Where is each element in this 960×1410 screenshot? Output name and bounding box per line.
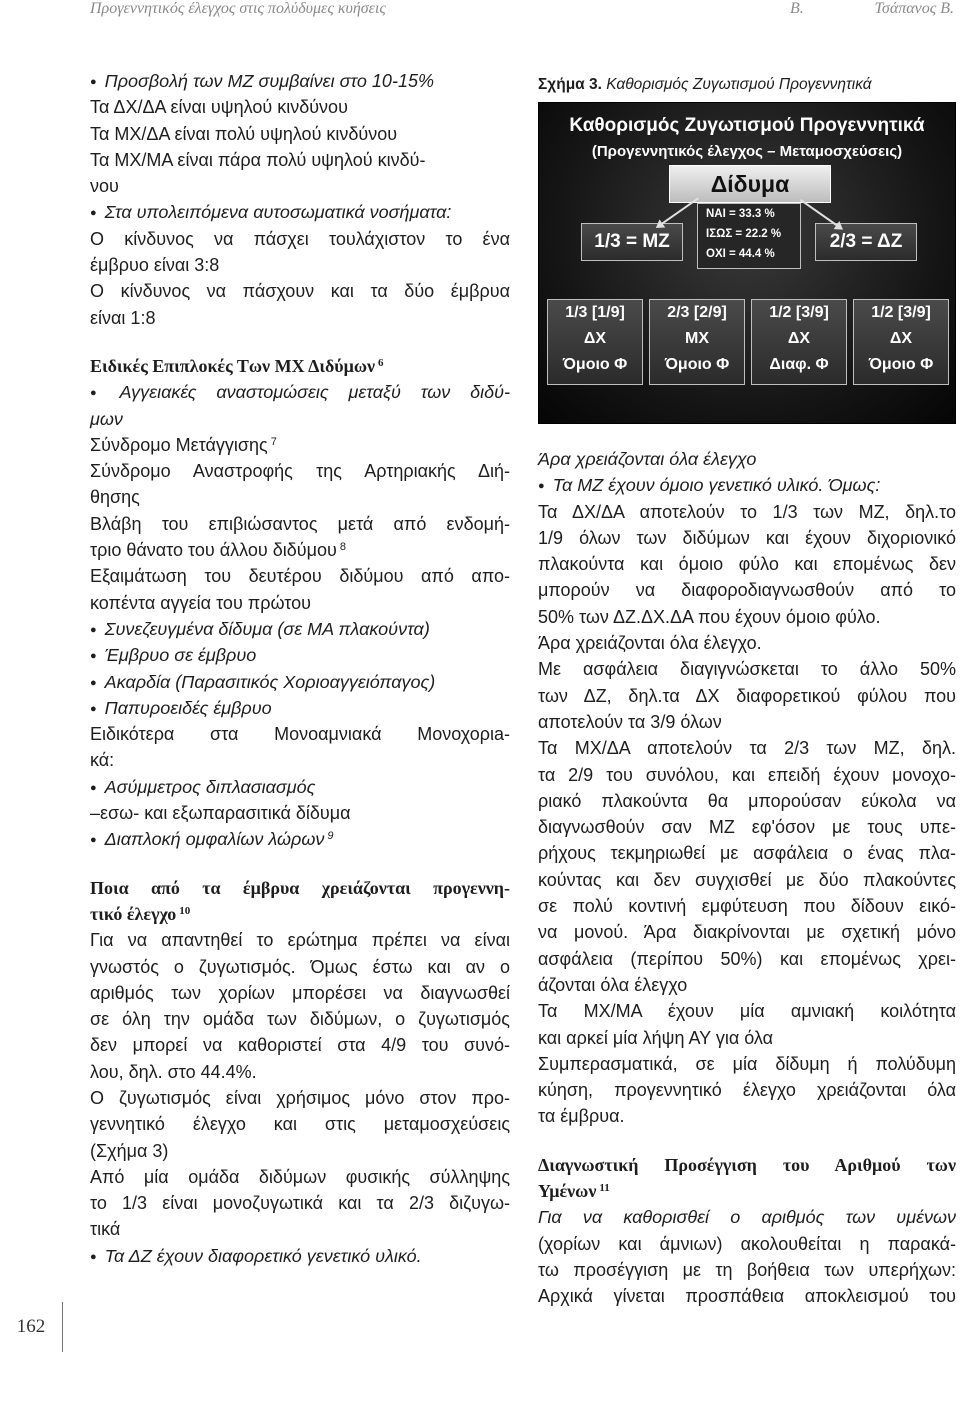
- reference-number: 8: [339, 541, 346, 554]
- text-line: [90, 68, 510, 94]
- text-line: [538, 840, 956, 866]
- text-line-content: σε όλη την ομάδα των διδύμων, ο ζυγωτισμός: [90, 1009, 510, 1030]
- text-line-content: κύηση, προγεννητικό έλεγχο χρειάζονται όλα: [538, 1080, 956, 1101]
- text-line: [538, 472, 956, 498]
- outcome-3-ratio: 1/2 [3/9]: [769, 304, 829, 321]
- text-line: [538, 972, 956, 998]
- text-line-content: τα 2/9 του συνόλου, και επειδή έχουν μονοχο-: [538, 764, 956, 785]
- outcome-4-sex: Όμοιο Φ: [868, 356, 934, 373]
- page-number: 162: [0, 1302, 63, 1352]
- text-line-content: τω προσέγγιση με τη βοήθεια των υπερήχων:: [538, 1259, 956, 1280]
- text-line: [538, 1025, 956, 1051]
- outcome-box-1: [547, 299, 643, 385]
- text-line: [538, 893, 956, 919]
- text-line-content: είναι 1:8: [90, 307, 156, 328]
- text-line: [538, 735, 956, 761]
- text-line: [90, 511, 510, 537]
- running-title: Προγεννητικός έλεγχος στις πολύδυμες κυήσεις: [90, 0, 386, 17]
- text-line-content: (χορίων και άμνιων) ακολουθείται η παρακά-: [538, 1233, 956, 1254]
- text-line: [538, 577, 956, 603]
- text-line: [90, 1243, 510, 1269]
- text-line: [538, 683, 956, 709]
- text-line-content: Ο κίνδυνος να πάσχουν και τα δύο έμβρυα: [90, 281, 510, 302]
- twins-box: Δίδυμα: [669, 165, 831, 203]
- text-line: [538, 1231, 956, 1257]
- outcome-2-chorion: ΜΧ: [685, 330, 709, 347]
- outcome-1-ratio: 1/3 [1/9]: [565, 304, 625, 321]
- text-line-content: γνωστός ο ζυγωτισμός. Όμως έστω και αν ο: [90, 956, 510, 977]
- outcome-box-2: [649, 299, 745, 385]
- spacer: [538, 1130, 956, 1152]
- figure-subtitle: (Προγεννητικός έλεγχος – Μεταμοσχεύσεις): [591, 143, 903, 160]
- text-line: [538, 998, 956, 1024]
- text-line: [90, 1059, 510, 1085]
- text-line-content: τριο θάνατο του άλλου διδύμου: [90, 540, 337, 561]
- text-line-content: (Σχήμα 3): [90, 1140, 169, 1161]
- reference-number: 6: [378, 356, 384, 369]
- text-line-content: και αρκεί μία λήψη ΑΥ για όλα: [538, 1027, 774, 1048]
- text-line-content: Ο κίνδυνος να πάσχει τουλάχιστον το ένα: [90, 228, 510, 249]
- right-column: [538, 72, 956, 1310]
- text-line-content: Συνεζευγμένα δίδυμα (σε ΜΑ πλακούντα): [104, 618, 430, 639]
- text-line: [538, 709, 956, 735]
- text-line-content: 1/9 όλων των διδύμων και έχουν διχοριονικό: [538, 527, 956, 548]
- text-line-content: Αρχικά γίνεται προσπάθεια αποκλεισμού του: [538, 1286, 956, 1307]
- text-line-content: Τα ΜΖ έχουν όμοιο γενετικό υλικό. Όμως:: [552, 475, 881, 496]
- text-line: [90, 226, 510, 252]
- outcome-1-sex: Όμοιο Φ: [562, 356, 628, 373]
- text-line: [90, 1216, 510, 1242]
- text-line-content: Τα ΔΧ/ΔΑ είναι υψηλού κινδύνου: [90, 97, 348, 118]
- text-line-content: Παπυροειδές έμβρυο: [104, 697, 272, 718]
- text-line-content: τικά: [90, 1219, 121, 1240]
- text-line: [90, 954, 510, 980]
- reference-number: 9: [327, 830, 334, 843]
- text-line-content: κοπέντα αγγεία του πρώτου: [90, 592, 311, 613]
- text-line-content: κούντας και δεν συγχισθεί με δύο πλακούντες: [538, 869, 956, 890]
- section-heading: [538, 1178, 956, 1204]
- text-line: [90, 1190, 510, 1216]
- text-line-content: Τα ΔΧ/ΔΑ αποτελούν το 1/3 των ΜΖ, δηλ.το: [538, 501, 956, 522]
- text-line: [90, 695, 510, 721]
- text-line: [538, 762, 956, 788]
- zygosity-stats-box: [697, 203, 801, 269]
- monozygotic-box: 1/3 = ΜΖ: [581, 223, 683, 261]
- outcome-3-sex: Διαφ. Φ: [769, 356, 829, 373]
- text-line: [538, 1051, 956, 1077]
- text-line-content: Τα ΜΧ/ΜΑ είναι πάρα πολύ υψηλού κινδύ-: [90, 149, 426, 170]
- text-line: [538, 656, 956, 682]
- text-line: [90, 826, 510, 852]
- outcome-2-sex: Όμοιο Φ: [664, 356, 730, 373]
- text-line-content: Για να καθορισθεί ο αριθμός των υμένων: [538, 1207, 956, 1228]
- text-line-content: 50% των ΔΖ.ΔΧ.ΔΑ που έχουν όμοιο φύλο.: [538, 606, 881, 627]
- stat-maybe: ΙΣΩΣ = 22.2 %: [706, 228, 782, 240]
- outcome-box-3: [751, 299, 847, 385]
- text-line-content: κά:: [90, 750, 115, 771]
- text-line: [90, 927, 510, 953]
- text-line: [90, 458, 510, 484]
- text-line: [90, 147, 510, 173]
- text-line-content: έμβρυο είναι 3:8: [90, 255, 220, 276]
- text-line: [538, 1257, 956, 1283]
- text-line-content: Προσβολή των ΜΖ συμβαίνει στο 10-15%: [104, 71, 434, 91]
- reference-number: 10: [179, 904, 191, 917]
- text-line: [90, 774, 510, 800]
- text-line: [538, 604, 956, 630]
- outcome-3-chorion: ΔΧ: [787, 330, 811, 347]
- text-line: [90, 1111, 510, 1137]
- text-line-content: των ΔΖ, δηλ.τα ΔΧ διαφορετικού φύλου που: [538, 685, 956, 706]
- text-line-content: Ειδικές Επιπλοκές Των ΜΧ Διδύμων: [90, 355, 376, 376]
- text-line: [90, 305, 510, 331]
- text-line: [90, 121, 510, 147]
- text-line: [538, 788, 956, 814]
- text-line-content: Έμβρυο σε έμβρυο: [104, 645, 257, 666]
- text-line-content: Εξαιμάτωση του δευτέρου διδύμου από απο-: [90, 566, 510, 587]
- text-line-content: μπορούν να διαφοροδιαγνωσθούν από το: [538, 580, 956, 601]
- figure-caption-label: Σχήμα 3.: [538, 76, 602, 93]
- outcome-1-chorion: ΔΧ: [583, 330, 607, 347]
- text-line: [90, 199, 510, 225]
- text-line-content: τικό έλεγχο: [90, 903, 177, 924]
- text-line: [538, 814, 956, 840]
- text-line-content: Τα ΜΧ/ΔΑ αποτελούν τα 2/3 των ΜΖ, δηλ.: [538, 738, 956, 759]
- text-line: [538, 867, 956, 893]
- text-line-content: δεν μπορεί να καθοριστεί στα 4/9 του συνό-: [90, 1035, 510, 1056]
- text-line: [90, 747, 510, 773]
- stat-no: ΟΧΙ = 44.4 %: [706, 248, 775, 260]
- text-line: [90, 1138, 510, 1164]
- section-heading: [90, 875, 510, 901]
- reference-number: 11: [599, 1182, 610, 1195]
- text-line: [90, 252, 510, 278]
- text-line: [90, 379, 510, 405]
- text-line-content: Σύνδρομο Αναστροφής της Αρτηριακής Διή-: [90, 461, 510, 482]
- text-line: [90, 406, 510, 432]
- text-line-content: Ποια από τα έμβρυα χρειάζονται προγεννη-: [90, 877, 510, 898]
- dizygotic-box: 2/3 = ΔΖ: [815, 223, 917, 261]
- text-line-content: Άρα χρειάζονται όλα έλεγχο: [538, 449, 757, 469]
- text-line: [538, 946, 956, 972]
- text-line-content: ασφάλεια (περίπου 50%) και επομένως χρει-: [538, 948, 956, 969]
- text-line-content: διαγνωσθούν σαν ΜΖ εφ'όσον με τους υπε-: [538, 817, 956, 838]
- text-line: [538, 525, 956, 551]
- text-line: [90, 616, 510, 642]
- text-line: [90, 1085, 510, 1111]
- running-header: [0, 0, 960, 30]
- section-heading: [90, 353, 510, 379]
- text-line: [90, 642, 510, 668]
- text-line: [90, 563, 510, 589]
- section-heading: [90, 901, 510, 927]
- spacer: [90, 331, 510, 353]
- text-line: [538, 919, 956, 945]
- text-line: [538, 1204, 956, 1230]
- text-line-content: πλακούντα και όμοιο φύλο και επομένως δεν: [538, 554, 956, 575]
- text-line-content: Διαγνωστική Προσέγγιση του Αριθμού των: [538, 1154, 956, 1175]
- text-line: [90, 721, 510, 747]
- text-line: [538, 551, 956, 577]
- text-line-content: αριθμός των χορίων μπορέσει να διαγνωσθεί: [90, 982, 510, 1003]
- spacer: [90, 853, 510, 875]
- text-line-content: ριακό πλακούντα θα μπορούσαν εύκολα να: [538, 790, 956, 811]
- text-line: [90, 590, 510, 616]
- text-line: [90, 278, 510, 304]
- text-line: [90, 173, 510, 199]
- text-line: [90, 94, 510, 120]
- text-line-content: Άρα χρειάζονται όλα έλεγχο.: [538, 633, 762, 654]
- text-line: [90, 432, 510, 458]
- author-name: Τσάπανος Β.: [874, 0, 954, 17]
- text-line-content: μων: [90, 408, 123, 429]
- text-line-content: Από μία ομάδα διδύμων φυσικής σύλληψης: [90, 1166, 510, 1187]
- text-line-content: άζονται όλα έλεγχο: [538, 974, 688, 995]
- text-line-content: Με ασφάλεια διαγιγνώσκεται το άλλο 50%: [538, 659, 956, 680]
- text-line-content: Υμένων: [538, 1181, 597, 1202]
- right-column-text: [538, 446, 956, 1310]
- text-line-content: τα έμβρυα.: [538, 1106, 625, 1127]
- text-line: [90, 537, 510, 563]
- author-initial: Β.: [790, 0, 804, 17]
- left-column: [90, 68, 510, 1269]
- text-line: [90, 1164, 510, 1190]
- text-line-content: Τα ΜΧ/ΜΑ έχουν μία αμνιακή κοιλότητα: [538, 1001, 956, 1022]
- text-line-content: το 1/3 είναι μονοζυγωτικά και τα 2/3 διζυγω-: [90, 1193, 510, 1214]
- text-line: [90, 1006, 510, 1032]
- text-line-content: Στα υπολειπόμενα αυτοσωματικά νοσήματα:: [104, 202, 452, 223]
- text-line-content: Για να απαντηθεί το ερώτημα πρέπει να είναι: [90, 930, 510, 951]
- zygosity-figure: [538, 102, 956, 424]
- text-line-content: νου: [90, 176, 119, 197]
- text-line-content: Αγγειακές αναστομώσεις μεταξύ των διδύ-: [119, 382, 510, 403]
- text-line: [538, 630, 956, 656]
- text-line-content: αποτελούν τα 3/9 όλων: [538, 711, 722, 732]
- stat-yes: ΝΑΙ = 33.3 %: [706, 208, 775, 220]
- text-line: [90, 484, 510, 510]
- text-line: [538, 446, 956, 472]
- text-line-content: –εσω- και εξωπαρασιτικά δίδυμα: [90, 803, 351, 824]
- text-line: [90, 800, 510, 826]
- outcome-4-chorion: ΔΧ: [889, 330, 913, 347]
- text-line: [538, 1077, 956, 1103]
- text-line-content: γεννητικό έλεγχο και στις μεταμοσχεύσεις: [90, 1114, 510, 1135]
- text-line: [538, 499, 956, 525]
- text-line-content: Τα ΔΖ έχουν διαφορετικό γενετικό υλικό.: [104, 1245, 422, 1266]
- text-line-content: Βλάβη του επιβιώσαντος μετά από ενδομή-: [90, 513, 510, 534]
- outcome-box-4: [853, 299, 949, 385]
- reference-number: 7: [270, 435, 277, 448]
- figure-caption: [538, 72, 956, 96]
- text-line-content: Ακαρδία (Παρασιτικός Χοριοαγγειόπαγος): [104, 671, 436, 692]
- text-line-content: σε πολύ κοντινή εμφύτευση που δίδουν εικό-: [538, 896, 956, 917]
- text-line: [538, 1103, 956, 1129]
- text-line-content: θησης: [90, 487, 140, 508]
- figure-caption-text: Καθορισμός Ζυγωτισμού Προγεννητικά: [606, 76, 872, 93]
- text-line-content: λου, δηλ. στο 44.4%.: [90, 1061, 257, 1082]
- text-line-content: Τα ΜΧ/ΔΑ είναι πολύ υψηλού κινδύνου: [90, 123, 398, 144]
- text-line-content: να μονού. Άρα διακρίνονται με σχετική μόνο: [538, 922, 956, 943]
- text-line-content: Σύνδρομο Μετάγγισης: [90, 434, 268, 455]
- text-line-content: ρήχους τεκμηριωθεί με ασφάλεια ο ένας πλα-: [538, 843, 956, 864]
- outcome-4-ratio: 1/2 [3/9]: [871, 304, 931, 321]
- text-line-content: Ειδικότερα στα Μονοαμνιακά Μονοχοριa-: [90, 724, 510, 745]
- section-heading: [538, 1152, 956, 1178]
- text-line-content: Ο ζυγωτισμός είναι χρήσιμος μόνο στον προ-: [90, 1087, 510, 1108]
- text-line-content: Διαπλοκή ομφαλίων λώρων: [104, 829, 325, 850]
- text-line: [538, 1283, 956, 1309]
- text-line-content: Ασύμμετρος διπλασιασμός: [104, 776, 316, 797]
- outcome-2-ratio: 2/3 [2/9]: [667, 304, 727, 321]
- text-line-content: Συμπερασματικά, σε μία δίδυμη ή πολύδυμη: [538, 1053, 956, 1074]
- figure-title: Καθορισμός Ζυγωτισμού Προγεννητικά: [569, 115, 925, 136]
- text-line: [90, 1032, 510, 1058]
- text-line: [90, 669, 510, 695]
- text-line: [90, 980, 510, 1006]
